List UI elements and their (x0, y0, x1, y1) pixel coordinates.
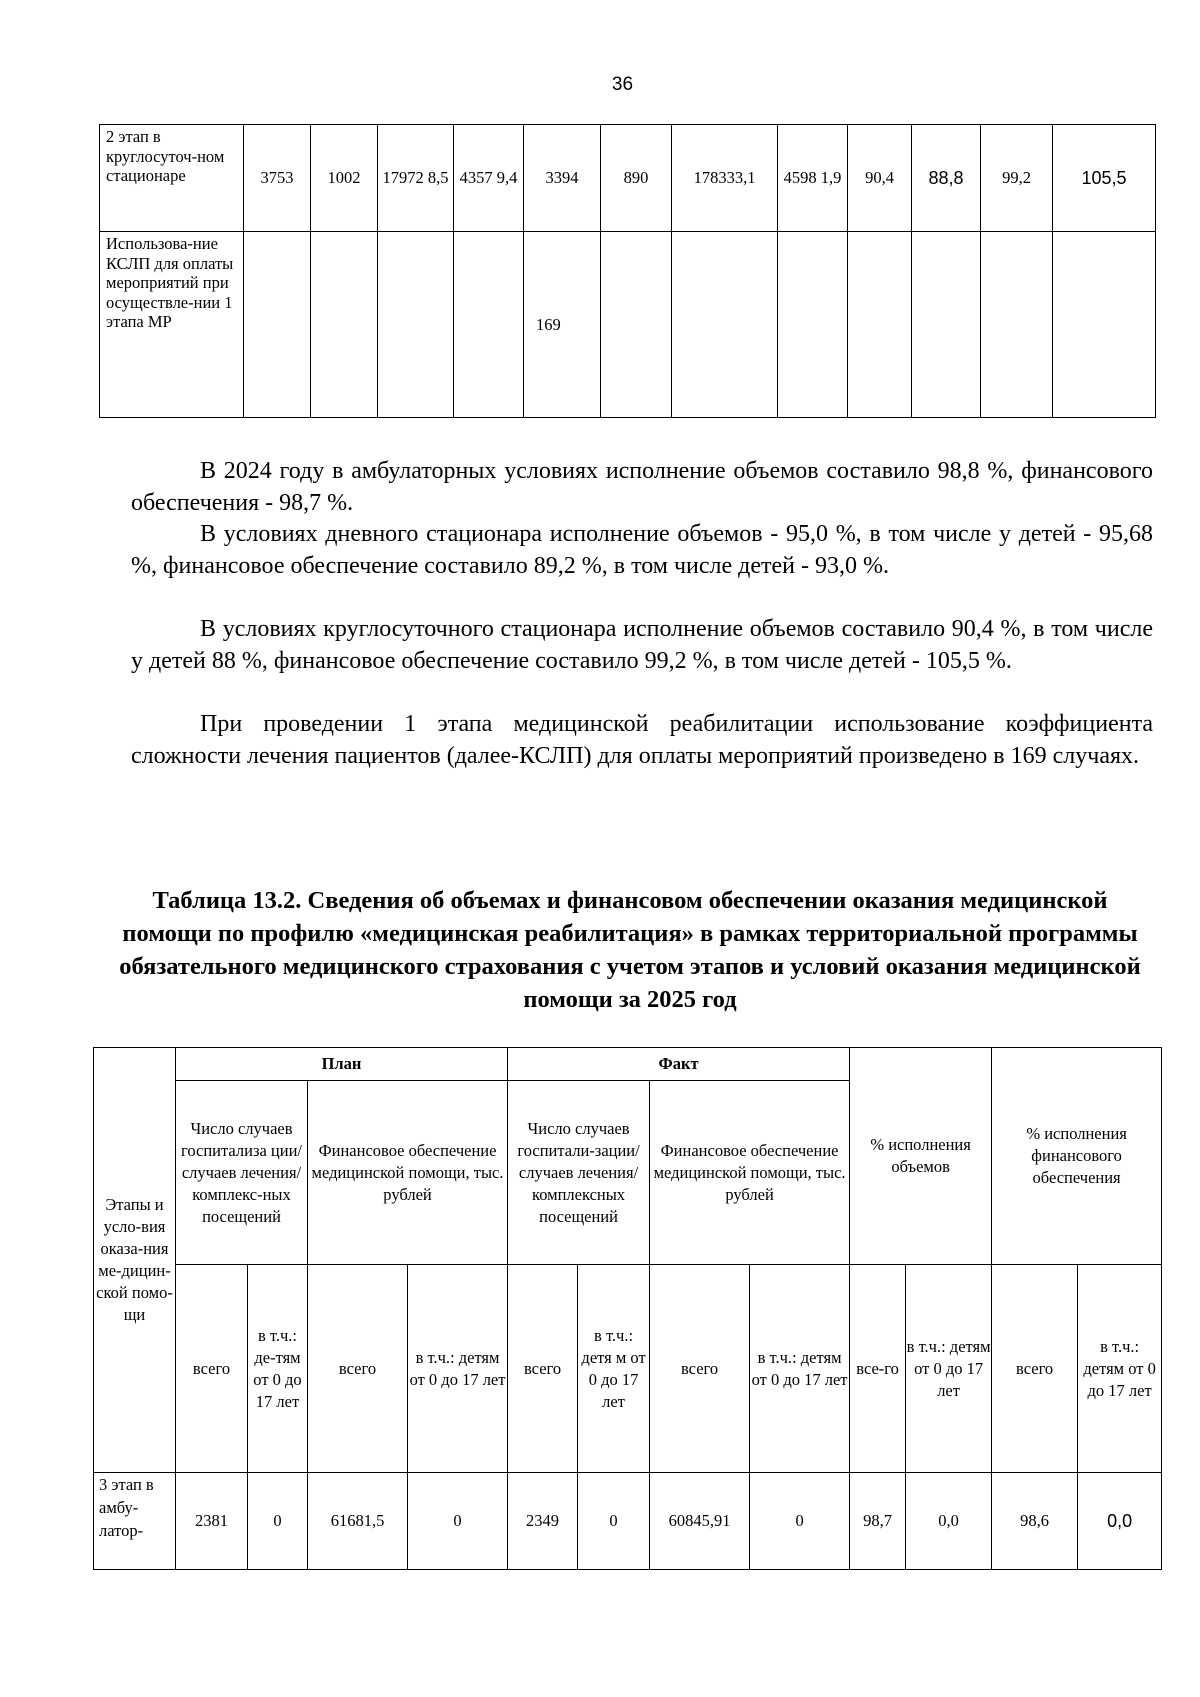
cell (778, 232, 848, 418)
cell: 178333,1 (672, 125, 778, 232)
subheader-children: в т.ч.: детям от 0 до 17 лет (750, 1265, 850, 1473)
paragraph (131, 456, 1153, 519)
cell (244, 232, 311, 418)
subheader-total: всего (992, 1265, 1078, 1473)
row-label: 2 этап в круглосуточ-ном стационаре (100, 125, 244, 232)
cell (848, 232, 912, 418)
paragraph (131, 519, 1153, 582)
cell (454, 232, 524, 418)
cell: 90,4 (848, 125, 912, 232)
subheader-children: в т.ч.: детям от 0 до 17 лет (1078, 1265, 1162, 1473)
paragraph-text: В условиях дневного стационара исполнение объемов - 95,0 %, в том числе у детей - 95,68 %, финансовое обеспечение составило 89,2 %, в том числе детей - 93,0 %. (131, 521, 1153, 579)
table-continuation (99, 124, 1156, 418)
subheader-total: всего (176, 1265, 248, 1473)
cell: 890 (601, 125, 672, 232)
fact-header: Факт (508, 1048, 850, 1081)
subheader-children: в т.ч.: детя м от 0 до 17 лет (578, 1265, 650, 1473)
cell (1053, 232, 1156, 418)
cell: 1002 (311, 125, 378, 232)
subheader-children: в т.ч.: детям от 0 до 17 лет (906, 1265, 992, 1473)
cell (601, 232, 672, 418)
cell: 3394 (524, 125, 601, 232)
pct-finance-header: % исполнения финансового обеспечения (992, 1048, 1162, 1265)
cell: 0,0 (906, 1473, 992, 1570)
subheader-total: всего (650, 1265, 750, 1473)
cell: 88,8 (912, 125, 981, 232)
cell: 0 (750, 1473, 850, 1570)
row-label: 3 этап в амбу-латор- (94, 1473, 176, 1570)
header-row (94, 1048, 1162, 1081)
paragraph-text: В условиях круглосуточного стационара исполнение объемов составило 90,4 %, в том числе у детей 88 %, финансовое обеспечение составило 99,2 %, в том числе детей - 105,5 %. (131, 616, 1153, 674)
row-label: Использова-ние КСЛП для оплаты мероприятий при осуществле-нии 1 этапа МР (100, 232, 244, 418)
table-row (100, 125, 1156, 232)
cell: 4598 1,9 (778, 125, 848, 232)
cell: 169 (524, 232, 601, 418)
fact-finance-header: Финансовое обеспечение медицинской помощи, тыс. рублей (650, 1081, 850, 1265)
cell: 17972 8,5 (378, 125, 454, 232)
cell: 105,5 (1053, 125, 1156, 232)
paragraph-text: В 2024 году в амбулаторных условиях исполнение объемов составило 98,8 %, финансового обеспечения - 98,7 %. (131, 458, 1153, 516)
page-number: 36 (611, 74, 634, 95)
cell: 0 (578, 1473, 650, 1570)
table-caption: Таблица 13.2. Сведения об объемах и финансовом обеспечении оказания медицинской помощи по профилю «медицинская реабилитация» в рамках территориальной программы обязательного медицинского страхования с учетом этапов и условий оказания медицинской помощи за 2025 год (119, 887, 1141, 1013)
cell: 2349 (508, 1473, 578, 1570)
cell: 4357 9,4 (454, 125, 524, 232)
cell: 2381 (176, 1473, 248, 1570)
paragraph (131, 709, 1153, 772)
subheader-children: в т.ч.: детям от 0 до 17 лет (408, 1265, 508, 1473)
subheader-children: в т.ч.: де-тям от 0 до 17 лет (248, 1265, 308, 1473)
cell: 3753 (244, 125, 311, 232)
cell (311, 232, 378, 418)
cell: 61681,5 (308, 1473, 408, 1570)
plan-finance-header: Финансовое обеспечение медицинской помощи, тыс. рублей (308, 1081, 508, 1265)
plan-header: План (176, 1048, 508, 1081)
cell: 98,7 (850, 1473, 906, 1570)
cell: 0 (248, 1473, 308, 1570)
subheader-total: всего (308, 1265, 408, 1473)
paragraph (131, 614, 1153, 677)
cell (981, 232, 1053, 418)
cell: 0,0 (1078, 1473, 1162, 1570)
col-stage-header: Этапы и усло-вия оказа-ния ме-дицин-ской помо-щи (94, 1048, 176, 1473)
cell: 60845,91 (650, 1473, 750, 1570)
subheader-total: всего (508, 1265, 578, 1473)
paragraph-text: При проведении 1 этапа медицинской реабилитации использование коэффициента сложности лечения пациентов (далее-КСЛП) для оплаты мероприятий произведено в 169 случаях. (131, 711, 1153, 769)
table-row (94, 1473, 1162, 1570)
cell (672, 232, 778, 418)
subheader-total: все-го (850, 1265, 906, 1473)
subheader-row (94, 1265, 1162, 1473)
cell: 98,6 (992, 1473, 1078, 1570)
fact-cases-header: Число случаев госпитали-зации/ случаев лечения/ комплексных посещений (508, 1081, 650, 1265)
cell: 0 (408, 1473, 508, 1570)
pct-volume-header: % исполнения объемов (850, 1048, 992, 1265)
plan-cases-header: Число случаев госпитализа ции/ случаев лечения/ комплекс-ных посещений (176, 1081, 308, 1265)
table-row (100, 232, 1156, 418)
table-13-2 (93, 1047, 1162, 1570)
cell: 99,2 (981, 125, 1053, 232)
cell (378, 232, 454, 418)
cell (912, 232, 981, 418)
